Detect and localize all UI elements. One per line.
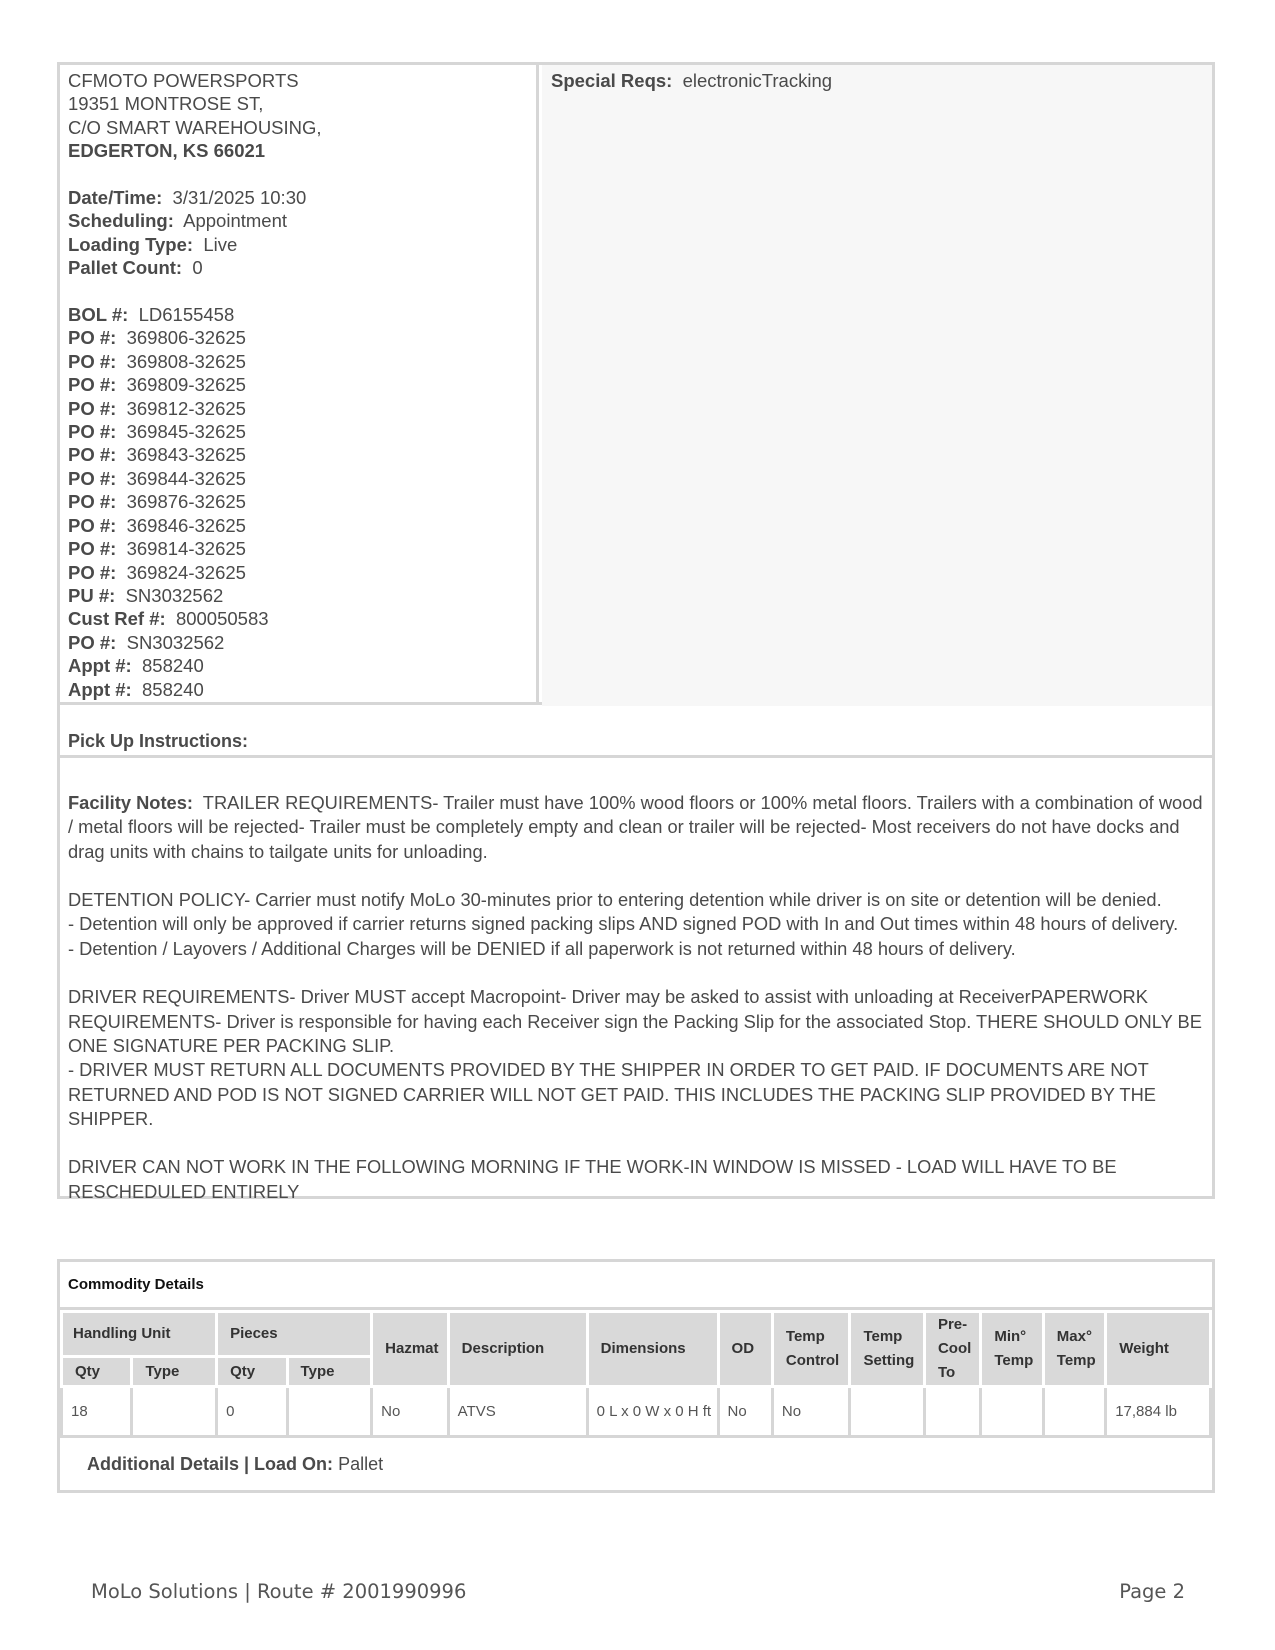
reference-number-value: 369806-32625 bbox=[126, 327, 246, 349]
reference-number-label: PO #: bbox=[68, 421, 117, 443]
stop-detail-value: 3/31/2025 10:30 bbox=[172, 187, 307, 209]
company-name: CFMOTO POWERSPORTS bbox=[68, 70, 299, 91]
reference-number-label: PO #: bbox=[68, 631, 117, 653]
reference-number-item bbox=[68, 584, 536, 607]
reference-number-item bbox=[68, 326, 536, 349]
stop-detail-label: Pallet Count: bbox=[68, 257, 183, 279]
reference-number-value: 369814-32625 bbox=[126, 538, 246, 560]
reference-number-value: SN3032562 bbox=[125, 584, 224, 606]
reference-number-item bbox=[68, 631, 536, 654]
pc-type-cell bbox=[287, 1387, 372, 1437]
reference-number-value: 858240 bbox=[142, 655, 204, 677]
weight-cell: 17,884 lb bbox=[1106, 1387, 1211, 1437]
reference-number-label: PO #: bbox=[68, 538, 117, 560]
hu-qty-cell: 18 bbox=[62, 1387, 132, 1437]
reference-number-value: 369846-32625 bbox=[126, 514, 246, 536]
pre-cool-to-cell bbox=[924, 1387, 980, 1437]
reference-number-item bbox=[68, 373, 536, 396]
hu-type-header: Type bbox=[132, 1357, 217, 1387]
address-line-1: 19351 MONTROSE ST, bbox=[68, 93, 264, 115]
temp-setting-header: Temp Setting bbox=[850, 1312, 925, 1387]
reference-number-label: BOL #: bbox=[68, 304, 129, 326]
reference-number-item bbox=[68, 514, 536, 537]
pc-qty-header: Qty bbox=[217, 1357, 287, 1387]
reference-number-value: 369812-32625 bbox=[126, 397, 246, 419]
facility-notes-driver bbox=[68, 985, 1204, 1131]
reference-number-label: PO #: bbox=[68, 444, 117, 466]
reference-number-value: 858240 bbox=[142, 678, 204, 700]
special-requirements-column bbox=[542, 65, 1212, 706]
stop-detail-item bbox=[68, 256, 536, 279]
facility-notes-trailer bbox=[68, 791, 1204, 864]
stop-detail-item bbox=[68, 233, 536, 256]
additional-details-label: Additional Details | Load On: bbox=[87, 1454, 334, 1474]
reference-number-label: PO #: bbox=[68, 397, 117, 419]
reference-number-value: 369845-32625 bbox=[126, 421, 246, 443]
reference-number-value: 369808-32625 bbox=[126, 350, 246, 372]
stop-details-list bbox=[68, 186, 536, 280]
reference-number-label: Appt #: bbox=[68, 655, 132, 677]
pickup-instructions-row bbox=[60, 705, 1212, 758]
pc-qty-cell: 0 bbox=[217, 1387, 287, 1437]
stop-detail-value: Appointment bbox=[183, 210, 288, 232]
reference-number-label: Cust Ref #: bbox=[68, 608, 166, 630]
driver-documents-text: - DRIVER MUST RETURN ALL DOCUMENTS PROVIDED BY THE SHIPPER IN ORDER TO GET PAID. IF DOCUMENTS ARE NOT RETURNED AND POD IS NOT SIGNED CARRIER WILL NOT GET PAID. THIS INCLUDES THE PACKING SLIP PROVIDED BY THE SHIPPER. bbox=[68, 1059, 1156, 1129]
min-temp-header: Min° Temp bbox=[981, 1312, 1043, 1387]
dimensions-cell: 0 L x 0 W x 0 H ft bbox=[587, 1387, 718, 1437]
description-cell: ATVS bbox=[448, 1387, 587, 1437]
detention-approval-text: - Detention will only be approved if carrier returns signed packing slips AND signed POD with In and Out times within 48 hours of delivery. bbox=[68, 913, 1179, 935]
load-on-value: Pallet bbox=[338, 1454, 384, 1474]
reference-number-label: PU #: bbox=[68, 584, 116, 606]
driver-requirements-text: DRIVER REQUIREMENTS- Driver MUST accept Macropoint- Driver may be asked to assist with unloading at ReceiverPAPERWORK REQUIREMENTS- Driver is responsible for having each Receiver sign the Packing Slip for the associated Stop. THERE SHOULD ONLY BE ONE SIGNATURE PER PACKING SLIP. bbox=[68, 986, 1202, 1056]
reference-number-item bbox=[68, 537, 536, 560]
stop-detail-label: Date/Time: bbox=[68, 187, 163, 209]
reference-number-value: 369876-32625 bbox=[126, 491, 246, 513]
pre-cool-to-header: Pre-Cool To bbox=[924, 1312, 980, 1387]
reference-number-item bbox=[68, 561, 536, 584]
facility-notes-label: Facility Notes: bbox=[68, 792, 193, 813]
description-header: Description bbox=[448, 1312, 587, 1387]
commodity-details-box bbox=[57, 1259, 1215, 1493]
stop-details-box bbox=[57, 62, 1215, 1202]
reference-number-label: PO #: bbox=[68, 350, 117, 372]
weight-header: Weight bbox=[1106, 1312, 1211, 1387]
detention-denial-text: - Detention / Layovers / Additional Charges will be DENIED if all paperwork is not returned within 48 hours of delivery. bbox=[68, 937, 1016, 959]
table-row bbox=[62, 1387, 1211, 1437]
temp-control-header: Temp Control bbox=[772, 1312, 850, 1387]
reference-number-item bbox=[68, 490, 536, 513]
reference-number-label: PO #: bbox=[68, 374, 117, 396]
od-cell: No bbox=[718, 1387, 772, 1437]
detention-policy-text: DETENTION POLICY- Carrier must notify MoLo 30-minutes prior to entering detention while driver is on site or detention will be denied. bbox=[68, 889, 1162, 911]
address-line-2: C/O SMART WAREHOUSING, bbox=[68, 116, 322, 138]
reference-number-label: PO #: bbox=[68, 491, 117, 513]
reference-number-item bbox=[68, 607, 536, 630]
reference-number-value: 369843-32625 bbox=[126, 444, 246, 466]
reference-number-item bbox=[68, 443, 536, 466]
max-temp-header: Max° Temp bbox=[1043, 1312, 1105, 1387]
reference-number-label: PO #: bbox=[68, 327, 117, 349]
reference-number-label: PO #: bbox=[68, 467, 117, 489]
hu-type-cell bbox=[132, 1387, 217, 1437]
reference-number-item bbox=[68, 678, 536, 701]
min-temp-cell bbox=[981, 1387, 1043, 1437]
reference-number-value: 369809-32625 bbox=[126, 374, 246, 396]
additional-details bbox=[60, 1438, 1212, 1490]
reference-number-label: Appt #: bbox=[68, 678, 132, 700]
stop-address-column bbox=[60, 65, 539, 702]
stop-detail-item bbox=[68, 186, 536, 209]
special-reqs-value: electronicTracking bbox=[682, 70, 833, 91]
hu-qty-header: Qty bbox=[62, 1357, 132, 1387]
temp-control-cell: No bbox=[772, 1387, 850, 1437]
pc-type-header: Type bbox=[287, 1357, 372, 1387]
reference-number-value: 369844-32625 bbox=[126, 467, 246, 489]
reference-numbers-list bbox=[68, 303, 536, 701]
commodity-table bbox=[60, 1310, 1212, 1438]
trailer-requirements-text: TRAILER REQUIREMENTS- Trailer must have 100% wood floors or 100% metal floors. Trailers with a combination of wood / metal floors will be rejected- Trailer must be completely empty and clean or trailer will be rejected- Most receivers do not have docks and drag units with chains to tailgate units for unloading. bbox=[68, 792, 1203, 862]
reference-number-value: SN3032562 bbox=[126, 631, 225, 653]
reference-number-item bbox=[68, 420, 536, 443]
reference-number-label: PO #: bbox=[68, 514, 117, 536]
footer-route: MoLo Solutions | Route # 2001990996 bbox=[91, 1580, 467, 1603]
reference-number-item bbox=[68, 654, 536, 677]
stop-detail-item bbox=[68, 209, 536, 232]
od-header: OD bbox=[718, 1312, 772, 1387]
reference-number-item bbox=[68, 397, 536, 420]
handling-unit-header: Handling Unit bbox=[62, 1312, 217, 1357]
stop-detail-label: Loading Type: bbox=[68, 233, 194, 255]
facility-notes-work-in: DRIVER CAN NOT WORK IN THE FOLLOWING MORNING IF THE WORK-IN WINDOW IS MISSED - LOAD WILL HAVE TO BE RESCHEDULED ENTIRELY bbox=[68, 1156, 1117, 1202]
stop-detail-value: Live bbox=[203, 233, 238, 255]
reference-number-value: 369824-32625 bbox=[126, 561, 246, 583]
temp-setting-cell bbox=[850, 1387, 925, 1437]
hazmat-header: Hazmat bbox=[372, 1312, 449, 1387]
city-state-zip: EDGERTON, KS 66021 bbox=[68, 140, 266, 162]
footer-page-number: Page 2 bbox=[1119, 1580, 1185, 1603]
max-temp-cell bbox=[1043, 1387, 1105, 1437]
facility-notes-detention bbox=[68, 888, 1204, 961]
reference-number-item bbox=[68, 303, 536, 326]
commodity-details-title: Commodity Details bbox=[60, 1262, 1212, 1310]
facility-notes bbox=[60, 758, 1212, 1204]
dimensions-header: Dimensions bbox=[587, 1312, 718, 1387]
reference-number-label: PO #: bbox=[68, 561, 117, 583]
stop-info-row bbox=[60, 65, 1212, 705]
reference-number-value: LD6155458 bbox=[138, 304, 235, 326]
hazmat-cell: No bbox=[372, 1387, 449, 1437]
reference-number-item bbox=[68, 467, 536, 490]
reference-number-item bbox=[68, 350, 536, 373]
pickup-instructions-label: Pick Up Instructions: bbox=[68, 731, 249, 751]
reference-number-value: 800050583 bbox=[175, 608, 269, 630]
stop-detail-label: Scheduling: bbox=[68, 210, 174, 232]
pieces-header: Pieces bbox=[217, 1312, 372, 1357]
stop-detail-value: 0 bbox=[192, 257, 203, 279]
special-reqs-label: Special Reqs: bbox=[551, 70, 673, 91]
